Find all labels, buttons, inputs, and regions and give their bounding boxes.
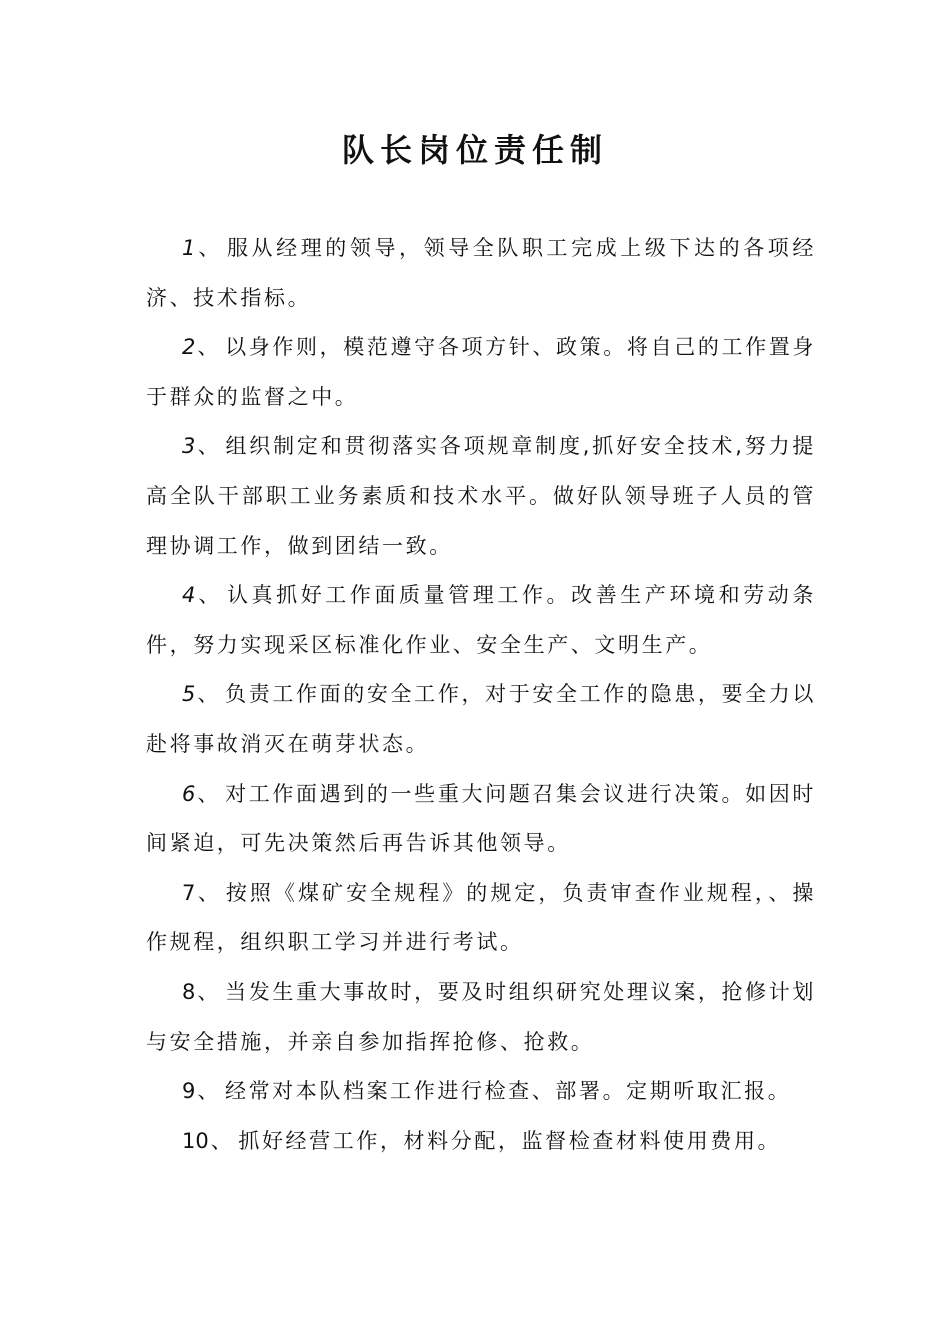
item-separator: 、 — [197, 236, 223, 260]
item-text: 对工作面遇到的一些重大问题召集会议进行决策。如因时间紧迫，可先决策然后再告诉其他领导。 — [146, 781, 816, 856]
list-item — [146, 1117, 816, 1167]
list-item — [146, 323, 816, 422]
item-number: 8 — [182, 979, 196, 1004]
item-text: 负责工作面的安全工作，对于安全工作的隐患，要全力以赴将事故消灭在萌芽状态。 — [146, 682, 816, 756]
item-number: 6 — [182, 781, 196, 806]
item-separator: 、 — [197, 335, 222, 360]
list-item — [146, 968, 816, 1067]
item-number: 3 — [182, 434, 196, 459]
list-item — [146, 869, 816, 968]
item-number: 2 — [182, 335, 196, 360]
item-text: 当发生重大事故时，要及时组织研究处理议案，抢修计划与安全措施，并亲自参加指挥抢修、抢救。 — [146, 979, 816, 1054]
item-separator: 、 — [197, 583, 223, 608]
item-text: 认真抓好工作面质量管理工作。改善生产环境和劳动条件，努力实现采区标准化作业、安全生产、文明生产。 — [146, 583, 816, 657]
item-number: 4 — [182, 583, 196, 608]
item-separator: 、 — [197, 682, 222, 707]
item-text: 按照《煤矿安全规程》的规定，负责审查作业规程，、操作规程，组织职工学习并进行考试。 — [146, 880, 817, 955]
document-body — [146, 224, 816, 1166]
item-number: 9 — [182, 1079, 196, 1104]
item-number: 10 — [182, 1128, 209, 1153]
item-separator: 、 — [197, 781, 222, 806]
item-separator: 、 — [197, 880, 222, 905]
list-item — [146, 571, 816, 670]
document-title: 队长岗位责任制 — [341, 131, 608, 169]
list-item — [146, 224, 816, 323]
item-text: 服从经理的领导，领导全队职工完成上级下达的各项经济、技术指标。 — [146, 236, 816, 310]
item-text: 以身作则，模范遵守各项方针、政策。将自己的工作置身于群众的监督之中。 — [146, 335, 816, 409]
list-item — [146, 1067, 816, 1117]
item-number: 5 — [182, 682, 196, 707]
item-separator: 、 — [197, 434, 222, 459]
list-item — [146, 770, 816, 869]
list-item — [146, 670, 816, 769]
item-text: 经常对本队档案工作进行检查、部署。定期听取汇报。 — [224, 1079, 792, 1104]
item-number: 1 — [182, 236, 196, 260]
item-separator: 、 — [197, 979, 222, 1004]
list-item — [146, 422, 816, 571]
item-separator: 、 — [197, 1079, 221, 1104]
item-text: 抓好经营工作，材料分配，监督检查材料使用费用。 — [238, 1128, 782, 1153]
item-text: 组织制定和贯彻落实各项规章制度,抓好安全技术,努力提高全队干部职工业务素质和技术水平。做好队领导班子人员的管理协调工作，做到团结一致。 — [146, 434, 816, 558]
item-separator: 、 — [210, 1128, 235, 1153]
item-number: 7 — [182, 880, 196, 905]
